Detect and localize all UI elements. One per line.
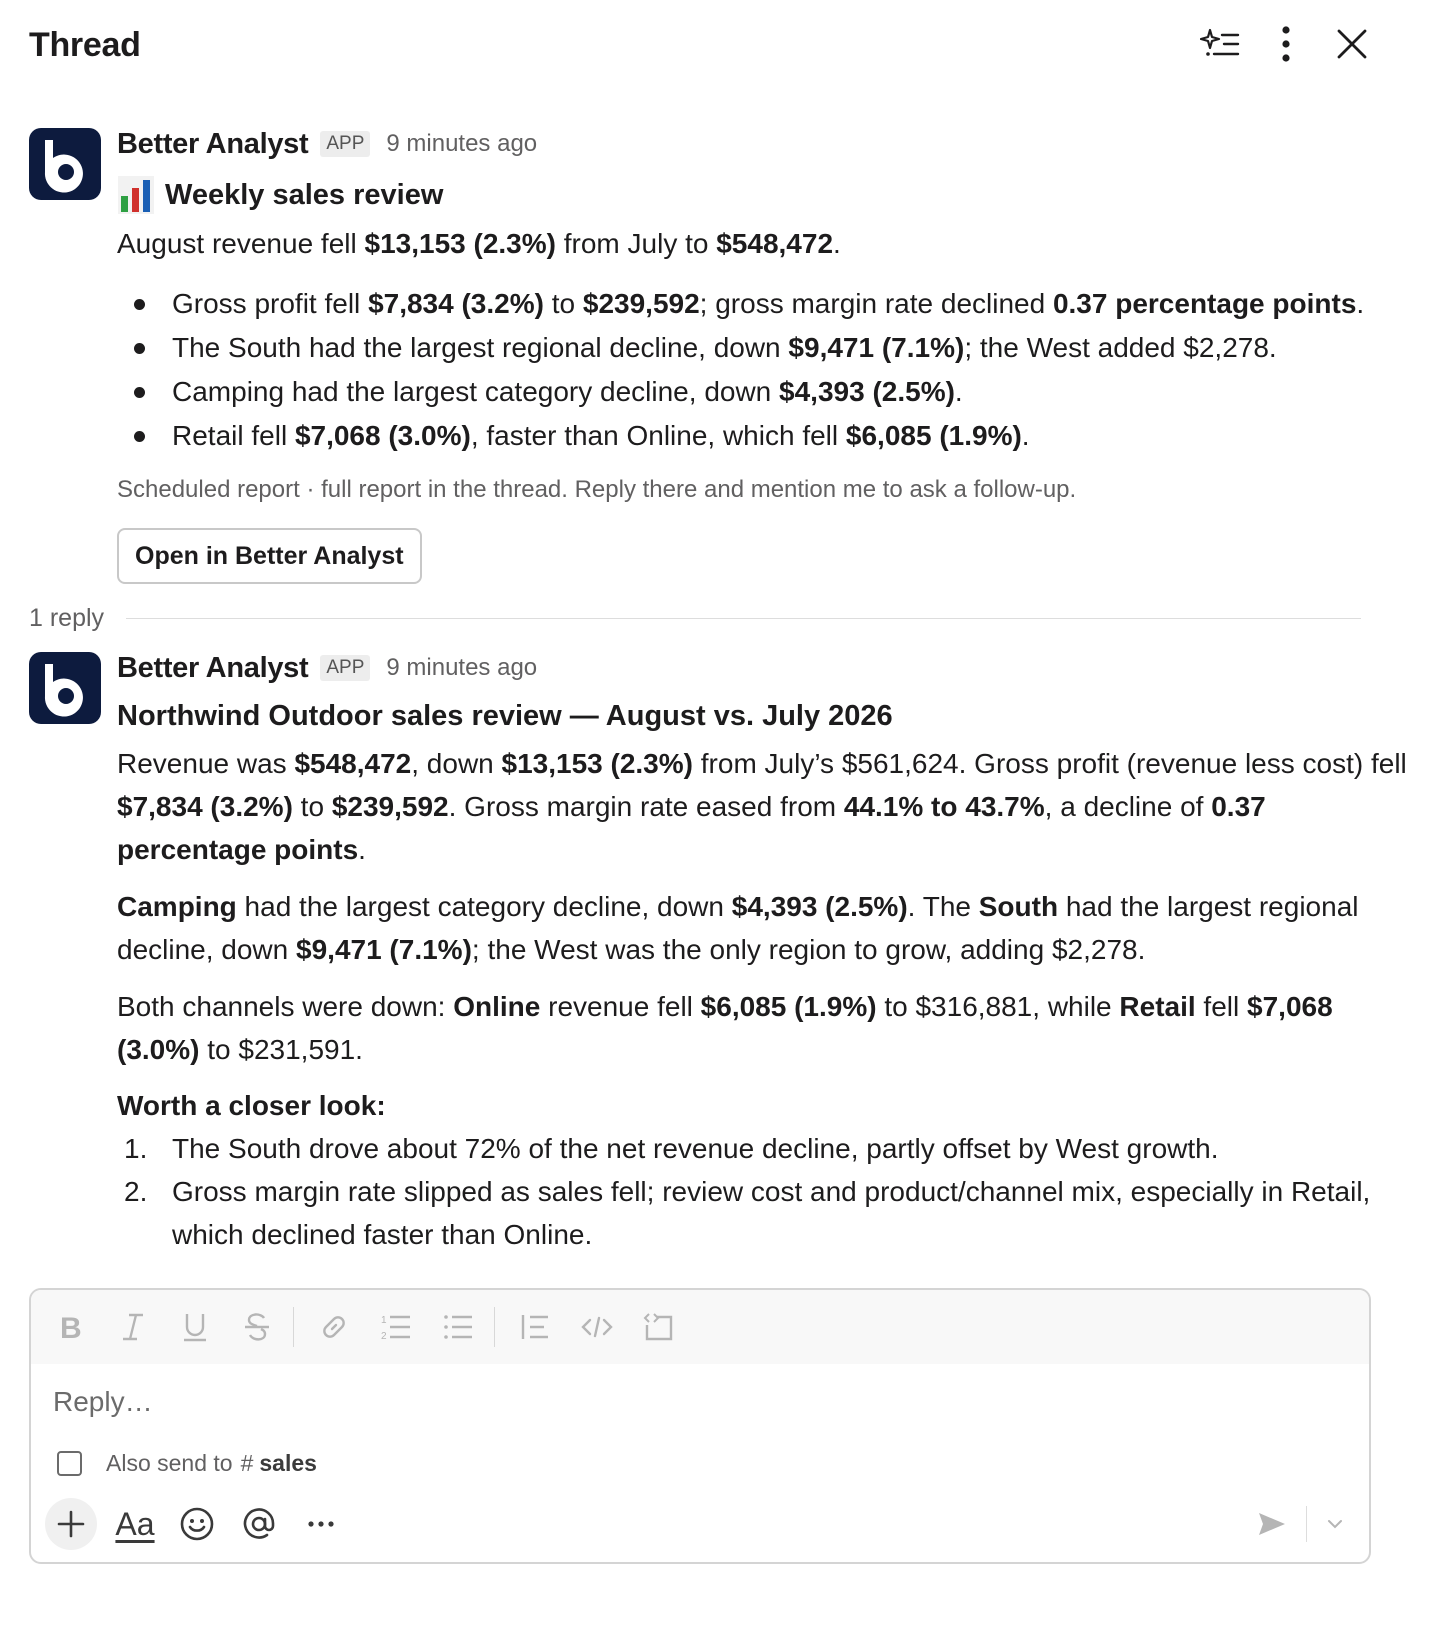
report-footnote: Scheduled report · full report in the thread. Reply there and mention me to ask a follow-up. <box>117 476 1077 503</box>
chevron-down-icon <box>1326 1515 1344 1533</box>
app-badge: APP <box>320 131 370 157</box>
svg-text:2: 2 <box>381 1331 387 1342</box>
list-item: Gross profit fell $7,834 (3.2%) to $239,592; gross margin rate declined 0.37 percentage points. <box>117 282 1418 326</box>
category-region-paragraph: Camping had the largest category decline, down $4,393 (2.5%). The South had the largest regional decline, down $9,471 (7.1%); the West was the only region to grow, adding $2,278. <box>117 891 1359 965</box>
headline-text: Weekly sales review <box>165 178 444 211</box>
code-block-icon <box>643 1311 675 1343</box>
svg-text:1: 1 <box>381 1315 387 1326</box>
better-analyst-logo-icon <box>29 128 101 200</box>
code-icon <box>581 1311 613 1343</box>
thread-title: Thread <box>29 26 141 64</box>
svg-text:B: B <box>60 1312 82 1343</box>
link-button[interactable] <box>312 1305 356 1349</box>
close-thread-button[interactable] <box>1330 22 1374 66</box>
timestamp[interactable]: 9 minutes ago <box>386 130 538 157</box>
italic-button[interactable] <box>111 1305 155 1349</box>
underline-button[interactable] <box>173 1305 217 1349</box>
underline-icon <box>179 1311 211 1343</box>
bold-icon <box>55 1311 87 1343</box>
attach-button[interactable] <box>45 1498 97 1550</box>
close-icon <box>1332 24 1372 64</box>
reply-count: 1 reply <box>29 603 105 632</box>
report-title: Northwind Outdoor sales review — August vs. July 2026 <box>117 700 893 732</box>
message-meta <box>117 648 1418 688</box>
at-sign-icon <box>241 1506 277 1542</box>
parent-message <box>0 124 1438 584</box>
bar-chart-icon <box>117 174 155 216</box>
list-item: 2. Gross margin rate slipped as sales fell; review cost and product/channel mix, especially in Retail, which declined faster than Online. <box>124 1176 1371 1250</box>
blockquote-button[interactable] <box>513 1305 557 1349</box>
formatting-toggle-button[interactable] <box>111 1500 159 1548</box>
thread-header <box>0 0 1438 92</box>
more-options-button[interactable] <box>1264 22 1308 66</box>
channel-name: sales <box>259 1450 317 1476</box>
revenue-paragraph: Revenue was $548,472, down $13,153 (2.3%) from July’s $561,624. Gross profit (revenue less cost) fell $7,834 (3.2%) to $239,592. Gross margin rate eased from 44.1% to 43.7%, a decline of 0.37 percentage points. <box>117 748 1407 865</box>
list-item: 1. The South drove about 72% of the net revenue decline, partly offset by West growth. <box>124 1133 1219 1164</box>
plus-icon <box>56 1509 86 1539</box>
bullet-list-icon <box>442 1311 474 1343</box>
formatting-toolbar <box>31 1290 1369 1364</box>
sender-name[interactable]: Better Analyst <box>117 651 309 684</box>
report-headline <box>117 170 1418 220</box>
ordered-list-button[interactable] <box>374 1305 418 1349</box>
schedule-send-button[interactable] <box>1321 1504 1349 1544</box>
channel-paragraph: Both channels were down: Online revenue fell $6,085 (1.9%) to $316,881, while Retail fell $7,068 (3.0%) to $231,591. <box>117 991 1333 1065</box>
blockquote-icon <box>519 1311 551 1343</box>
list-item: Camping had the largest category decline, down $4,393 (2.5%). <box>117 370 1418 414</box>
send-icon <box>1256 1508 1288 1540</box>
reply-message <box>0 648 1438 1268</box>
summary-segment: August revenue fell <box>117 228 365 259</box>
sparkle-list-icon <box>1200 24 1240 64</box>
avatar[interactable] <box>29 652 101 724</box>
message-meta <box>117 124 1418 164</box>
horizontal-dots-icon <box>303 1506 339 1542</box>
code-block-button[interactable] <box>637 1305 681 1349</box>
summary-segment: from July to <box>555 228 717 259</box>
italic-icon <box>117 1311 149 1343</box>
toolbar-divider <box>293 1307 294 1347</box>
timestamp[interactable]: 9 minutes ago <box>386 654 538 681</box>
list-item: The South had the largest regional decline, down $9,471 (7.1%); the West added $2,278. <box>117 326 1418 370</box>
send-controls <box>1252 1502 1349 1546</box>
ai-summary-button[interactable] <box>1198 22 1242 66</box>
mention-button[interactable] <box>235 1500 283 1548</box>
reply-input[interactable] <box>53 1380 1253 1424</box>
divider-line <box>126 618 1361 619</box>
code-button[interactable] <box>575 1305 619 1349</box>
text-format-icon: Aa <box>115 1505 155 1542</box>
closer-look-heading: Worth a closer look: <box>117 1090 386 1121</box>
list-item: Retail fell $7,068 (3.0%), faster than Online, which fell $6,085 (1.9%). <box>117 414 1418 458</box>
vertical-dots-icon <box>1266 24 1306 64</box>
bullet-list-button[interactable] <box>436 1305 480 1349</box>
message-body <box>117 648 1418 1256</box>
strikethrough-icon <box>241 1311 273 1343</box>
summary-bold: $13,153 (2.3%) <box>364 228 556 259</box>
also-send-to-channel <box>57 1450 317 1477</box>
toolbar-divider <box>494 1307 495 1347</box>
emoji-icon <box>179 1506 215 1542</box>
ordered-list-icon <box>380 1311 412 1343</box>
summary-bold: $548,472 <box>716 228 834 259</box>
message-body <box>117 124 1418 584</box>
app-badge: APP <box>320 655 370 681</box>
numbered-list <box>117 1127 1418 1256</box>
sender-name[interactable]: Better Analyst <box>117 127 309 160</box>
channel-hash-icon: # <box>240 1450 254 1476</box>
summary-text <box>117 222 1418 266</box>
link-icon <box>318 1311 350 1343</box>
send-button[interactable] <box>1252 1504 1292 1544</box>
also-send-checkbox[interactable] <box>57 1451 82 1476</box>
emoji-button[interactable] <box>173 1500 221 1548</box>
also-send-label: Also send to <box>106 1450 233 1476</box>
send-divider <box>1306 1506 1307 1542</box>
strikethrough-button[interactable] <box>235 1305 279 1349</box>
better-analyst-logo-icon <box>29 652 101 724</box>
bold-button[interactable] <box>49 1305 93 1349</box>
open-in-app-button[interactable]: Open in Better Analyst <box>117 528 422 584</box>
avatar[interactable] <box>29 128 101 200</box>
composer-actions <box>45 1496 359 1552</box>
summary-segment: . <box>833 228 841 259</box>
reply-composer <box>29 1288 1371 1564</box>
more-actions-button[interactable] <box>297 1500 345 1548</box>
bullet-list <box>117 282 1418 458</box>
reply-count-divider <box>29 598 1361 638</box>
